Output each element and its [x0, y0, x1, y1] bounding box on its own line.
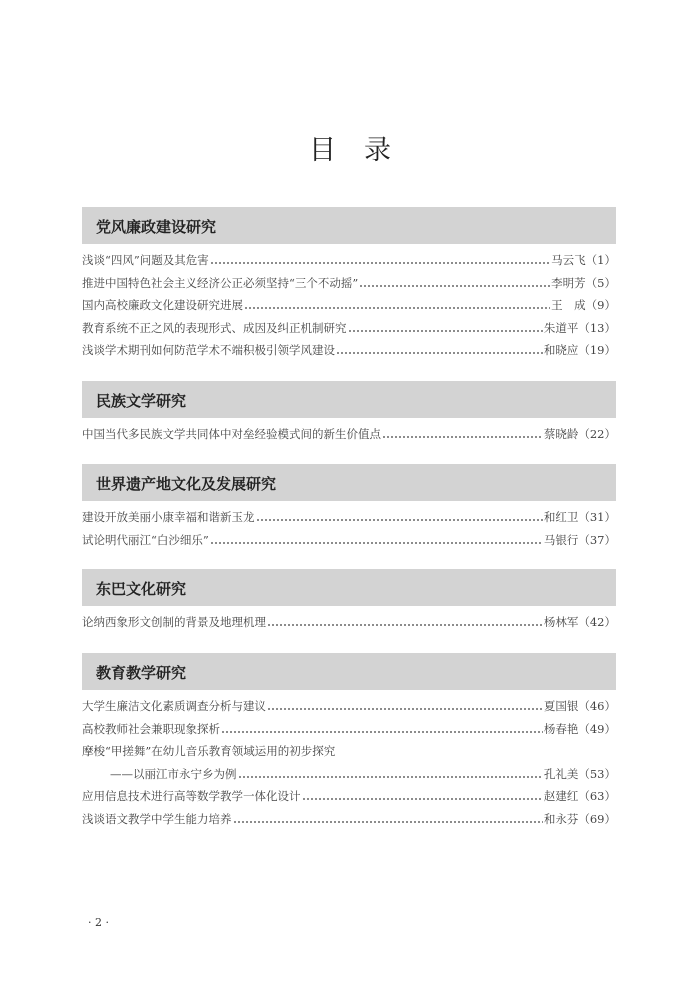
- entry-title: 摩梭“甲搓舞”在幼儿音乐教育领域运用的初步探究: [82, 744, 336, 758]
- entry-page: （69）: [578, 811, 616, 826]
- toc-entry[interactable]: [82, 740, 616, 763]
- section-heading: 民族文学研究: [82, 381, 616, 418]
- entry-page: （53）: [578, 766, 616, 781]
- dot-leader: [210, 262, 550, 264]
- entry-author: 朱道平: [543, 320, 579, 335]
- section-heading: 东巴文化研究: [82, 569, 616, 606]
- entry-author: 夏国银: [543, 699, 579, 713]
- dot-leader: [359, 285, 550, 287]
- entry-author: 王 成: [551, 298, 586, 312]
- toc-entry[interactable]: [82, 506, 616, 529]
- entry-author: 赵建红: [543, 789, 579, 803]
- entry-title: 试论明代丽江“白沙细乐”: [82, 532, 209, 547]
- entry-title: 国内高校廉政文化建设研究进展: [82, 298, 243, 312]
- entry-author: 杨林军: [543, 615, 579, 629]
- toc-entry[interactable]: [82, 808, 616, 831]
- dot-leader: [267, 624, 543, 626]
- toc-entry[interactable]: [82, 249, 616, 272]
- entry-title: ——以丽江市永宁乡为例: [110, 766, 237, 781]
- toc-entry[interactable]: [82, 423, 616, 446]
- dot-leader: [267, 708, 543, 710]
- entry-title: 应用信息技术进行高等数学教学一体化设计: [82, 789, 301, 803]
- entry-title: 浅谈语文教学中学生能力培养: [82, 811, 232, 826]
- dot-leader: [233, 821, 543, 823]
- entry-title: 浅谈学术期刊如何防范学术不端积极引领学风建设: [82, 343, 335, 357]
- entry-author: 和永芬: [543, 811, 579, 826]
- entry-page: （49）: [578, 721, 616, 736]
- entry-title: 浅谈“四风”问题及其危害: [82, 253, 209, 267]
- toc-section: [82, 207, 616, 362]
- toc-entry[interactable]: [82, 317, 616, 340]
- entry-title: 高校教师社会兼职现象探析: [82, 721, 220, 736]
- toc-section: [82, 381, 616, 446]
- section-heading: 教育教学研究: [82, 653, 616, 690]
- toc-entry[interactable]: [82, 339, 616, 362]
- entry-title: 建设开放美丽小康幸福和谐新玉龙: [82, 510, 255, 524]
- dot-leader: [210, 542, 543, 544]
- section-heading: 世界遗产地文化及发展研究: [82, 464, 616, 501]
- entry-title: 教育系统不正之风的表现形式、成因及纠正机制研究: [82, 320, 347, 335]
- toc-section: [82, 569, 616, 634]
- page-title: 目录: [309, 135, 419, 166]
- entry-page: （46）: [578, 699, 616, 713]
- toc-section: [82, 653, 616, 830]
- entry-page: （42）: [578, 615, 616, 629]
- toc-entry[interactable]: [82, 763, 616, 786]
- dot-leader: [302, 798, 543, 800]
- dot-leader: [256, 519, 543, 521]
- entry-page: （63）: [578, 789, 616, 803]
- entry-author: 杨春艳: [543, 721, 579, 736]
- entry-page: （31）: [578, 510, 616, 524]
- entry-page: （19）: [578, 343, 616, 357]
- toc-section: [82, 464, 616, 551]
- entry-page: （13）: [578, 320, 616, 335]
- entry-author: 蔡晓龄: [543, 427, 579, 441]
- entry-author: 马云飞: [551, 253, 586, 267]
- entry-title: 推进中国特色社会主义经济公正必须坚持“三个不动摇”: [82, 275, 359, 290]
- entry-author: 和红卫: [543, 510, 579, 524]
- section-heading: 党风廉政建设研究: [82, 207, 616, 244]
- entry-page: （22）: [578, 427, 616, 441]
- toc-entry[interactable]: [82, 718, 616, 741]
- entry-author: 孔礼美: [543, 766, 579, 781]
- dot-leader: [244, 307, 550, 309]
- entry-title: 论纳西象形文创制的背景及地理机理: [82, 615, 266, 629]
- entry-page: （5）: [585, 275, 616, 290]
- toc-entry[interactable]: [82, 272, 616, 295]
- entry-title: 大学生廉洁文化素质调查分析与建议: [82, 699, 266, 713]
- entry-title: 中国当代多民族文学共同体中对垒经验模式间的新生价值点: [82, 427, 381, 441]
- dot-leader: [238, 776, 543, 778]
- entry-page: （1）: [585, 253, 616, 267]
- dot-leader: [221, 731, 543, 733]
- entry-author: 马银行: [543, 532, 579, 547]
- entry-page: （9）: [585, 298, 616, 312]
- page-number: · 2 ·: [88, 916, 109, 929]
- dot-leader: [348, 330, 543, 332]
- dot-leader: [382, 436, 543, 438]
- entry-author: 李明芳: [551, 275, 586, 290]
- dot-leader: [336, 352, 543, 354]
- entry-author: 和晓应: [543, 343, 579, 357]
- toc-entry[interactable]: [82, 529, 616, 552]
- entry-page: （37）: [578, 532, 616, 547]
- toc-entry[interactable]: [82, 785, 616, 808]
- toc-entry[interactable]: [82, 294, 616, 317]
- toc-entry[interactable]: [82, 611, 616, 634]
- dot-leader: [336, 753, 615, 755]
- toc-entry[interactable]: [82, 695, 616, 718]
